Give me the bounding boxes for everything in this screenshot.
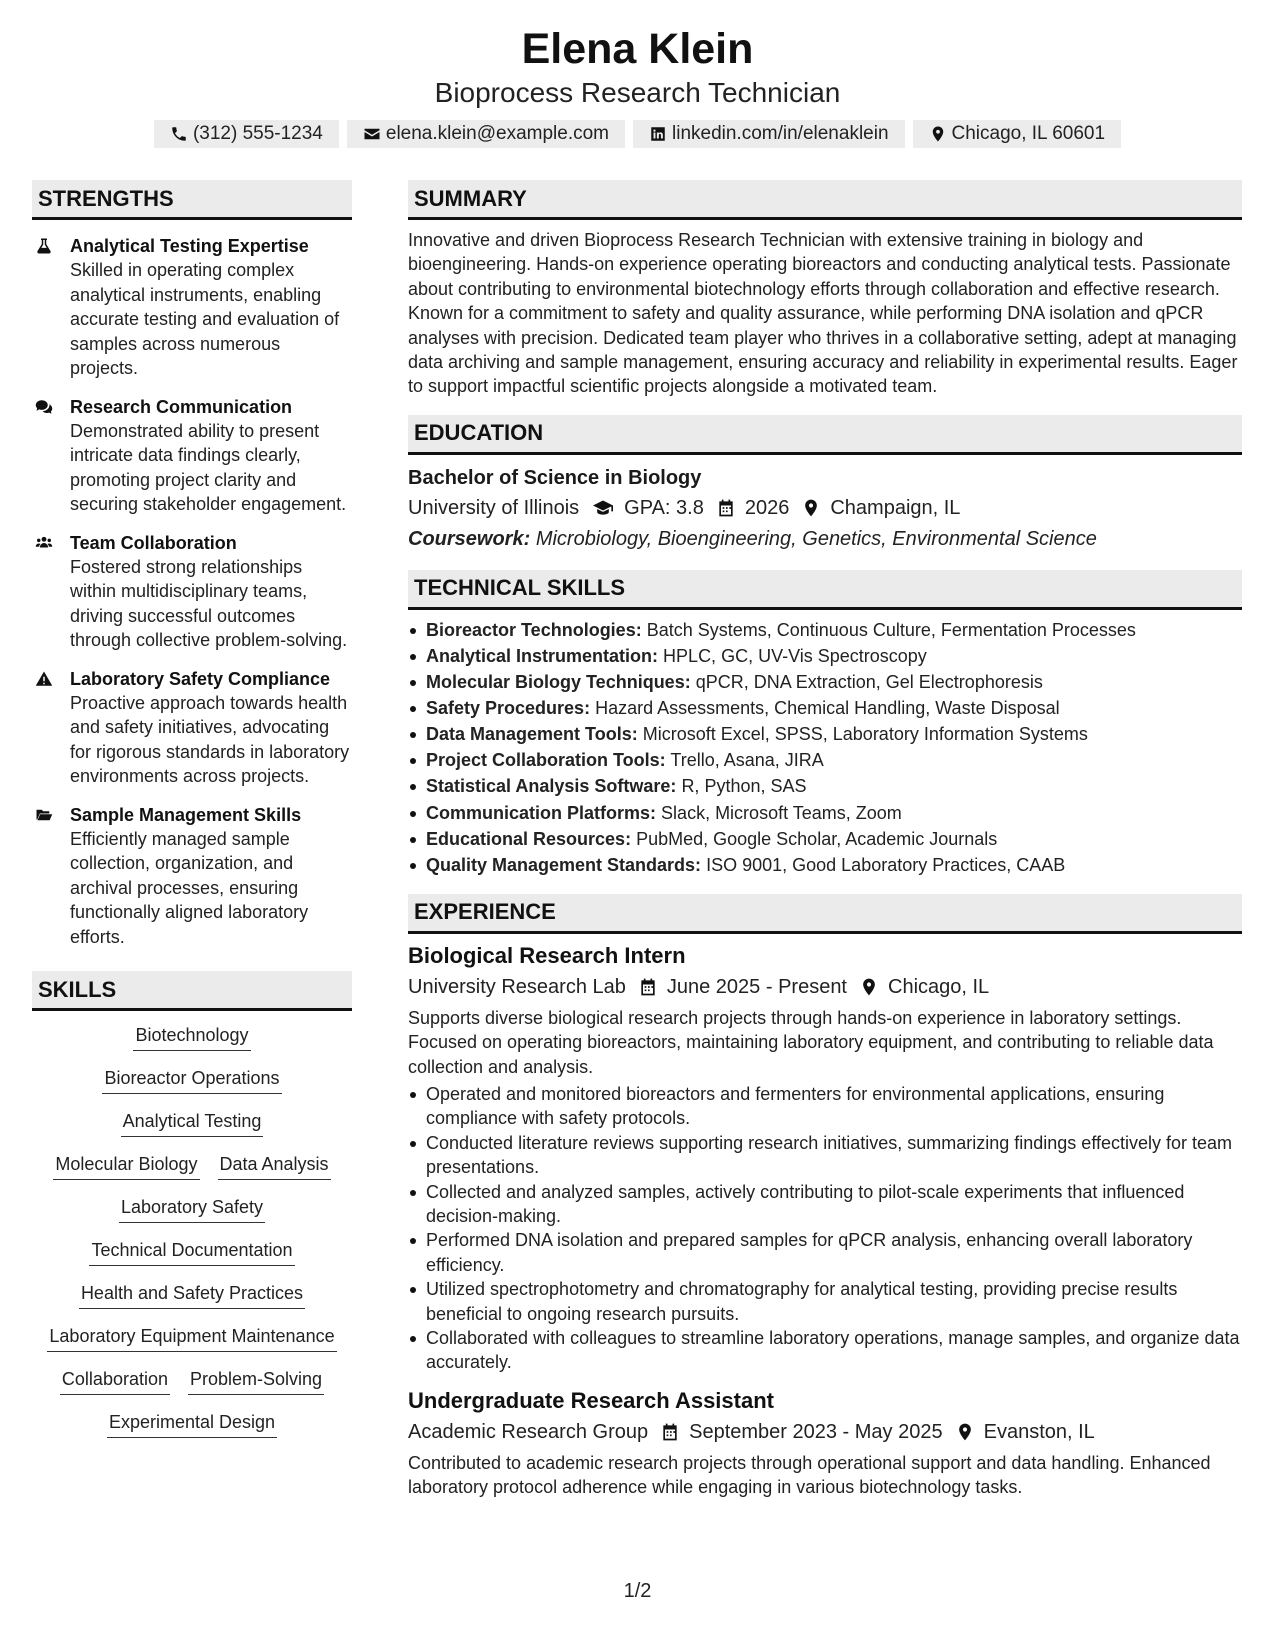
map-pin-icon [929,125,947,143]
list-item: Conducted literature reviews supporting research initiatives, summarizing findings effectively for team presentations. [408,1131,1242,1180]
list-item [408,695,1242,721]
tech-skill-label: Quality Management Standards: [426,854,702,875]
tech-skill-value: PubMed, Google Scholar, Academic Journals [636,828,998,849]
strength-title: Team Collaboration [70,532,237,553]
education-meta [408,493,1242,523]
linkedin-icon [649,125,667,143]
role-description: Supports diverse biological research projects through hands-on experience in laboratory settings. Focused on operating bioreactors, maintaining laboratory equipment, and contributing to reliable data collection and analysis. [408,1007,1214,1077]
summary-heading: SUMMARY [408,180,1242,220]
role-org: Academic Research Group [408,1420,649,1443]
skill-tag: Laboratory Equipment Maintenance [47,1324,336,1352]
list-item: Collected and analyzed samples, actively contributing to pilot-scale experiments that influenced decision-making. [408,1180,1242,1229]
users-icon [34,534,54,552]
contact-email[interactable] [347,120,625,148]
strength-desc: Demonstrated ability to present intricate data findings clearly, promoting project clarity and securing stakeholder engagement. [70,420,347,514]
tech-skill-label: Project Collaboration Tools: [426,750,666,771]
right-column [408,180,1242,1500]
list-item: Utilized spectrophotometry and chromatography for analytical testing, providing precise results beneficial to ongoing research pursuits. [408,1277,1242,1326]
list-item [408,721,1242,747]
coursework-line [408,524,1242,554]
email-text: elena.klein@example.com [385,123,609,144]
list-item [408,773,1242,799]
resume-header [0,22,1275,148]
role-description: Contributed to academic research projects through operational support and data handling. Enhanced laboratory protocol adherence while engaging in various biotechnology tasks. [408,1452,1211,1498]
tech-skill-value: HPLC, GC, UV-Vis Spectroscopy [663,645,927,666]
skill-tag: Problem-Solving [188,1367,324,1395]
skill-tag: Bioreactor Operations [102,1066,281,1094]
list-item [408,669,1242,695]
strength-title: Analytical Testing Expertise [70,236,309,256]
warning-icon [34,670,54,688]
technical-skills-heading: TECHNICAL SKILLS [408,570,1242,610]
comments-icon [34,398,54,416]
tech-skill-value: Trello, Asana, JIRA [670,750,824,771]
strength-item [32,667,352,789]
map-pin-icon [955,1422,975,1442]
school-name: University of Illinois [408,496,580,519]
skill-tag: Technical Documentation [89,1238,294,1266]
folder-open-icon [34,806,54,824]
tech-skill-value: qPCR, DNA Extraction, Gel Electrophoresis [695,672,1043,693]
education-heading: EDUCATION [408,415,1242,455]
strength-desc: Fostered strong relationships within multidisciplinary teams, driving successful outcomes through collective problem-solving. [70,556,348,650]
skill-tag: Molecular Biology [53,1152,199,1180]
tech-skill-value: Microsoft Excel, SPSS, Laboratory Information Systems [642,724,1088,745]
envelope-icon [363,125,381,143]
calendar-icon [638,977,658,997]
graduation-year: 2026 [744,496,790,519]
tech-skill-label: Data Management Tools: [426,724,638,745]
role-location: Chicago, IL [888,975,990,998]
skill-tag: Analytical Testing [121,1109,264,1137]
degree-title: Bachelor of Science in Biology [408,466,702,489]
skill-tag: Data Analysis [218,1152,331,1180]
strength-desc: Efficiently managed sample collection, organization, and archival processes, ensuring functionally aligned laboratory efforts. [70,828,309,947]
strength-title: Laboratory Safety Compliance [70,668,331,689]
role-meta [408,1417,1242,1447]
strength-item [32,531,352,653]
tech-skill-label: Analytical Instrumentation: [426,645,659,666]
candidate-name: Elena Klein [521,25,754,73]
tech-skill-value: Slack, Microsoft Teams, Zoom [661,802,902,823]
role-dates: September 2023 - May 2025 [689,1420,943,1443]
coursework-label: Coursework: [408,527,531,550]
tech-skill-label: Safety Procedures: [426,698,591,719]
flask-icon [34,237,54,255]
calendar-icon [716,498,736,518]
strength-item [32,803,352,950]
skills-list [32,1023,352,1438]
list-item [408,643,1242,669]
page-number: 1/2 [623,1580,652,1602]
phone-text: (312) 555-1234 [192,123,323,144]
contact-location [913,120,1122,148]
role-title: Biological Research Intern [408,942,686,968]
map-pin-icon [801,498,821,518]
coursework-text: Microbiology, Bioengineering, Genetics, Environmental Science [535,527,1097,550]
technical-skills-list [408,617,1242,878]
list-item [408,800,1242,826]
experience-heading: EXPERIENCE [408,894,1242,934]
role-location: Evanston, IL [983,1420,1095,1443]
contact-bar [0,120,1275,148]
list-item [408,747,1242,773]
role-title: Undergraduate Research Assistant [408,1387,774,1413]
strength-title: Research Communication [70,396,293,417]
strength-item [32,395,352,517]
tech-skill-value: Hazard Assessments, Chemical Handling, Waste Disposal [595,698,1060,719]
list-item: Performed DNA isolation and prepared samples for qPCR analysis, enhancing overall laboratory efficiency. [408,1228,1242,1277]
tech-skill-label: Molecular Biology Techniques: [426,672,691,693]
role-org: University Research Lab [408,975,626,998]
strengths-heading: STRENGTHS [32,180,352,220]
role-bullets [408,1082,1242,1375]
strength-item [32,234,352,381]
candidate-title: Bioprocess Research Technician [434,77,841,108]
skill-tag: Laboratory Safety [119,1195,265,1223]
phone-icon [170,125,188,143]
linkedin-text: linkedin.com/in/elenaklein [672,123,889,144]
tech-skill-label: Communication Platforms: [426,802,657,823]
tech-skill-label: Bioreactor Technologies: [426,619,642,640]
tech-skill-value: R, Python, SAS [681,776,807,797]
role-dates: June 2025 - Present [666,975,847,998]
list-item [408,826,1242,852]
skills-heading: SKILLS [32,971,352,1011]
list-item: Collaborated with colleagues to streamline laboratory operations, manage samples, and organize data accurately. [408,1326,1242,1375]
tech-skill-value: Batch Systems, Continuous Culture, Fermentation Processes [646,619,1136,640]
strength-title: Sample Management Skills [70,804,302,825]
strength-desc: Skilled in operating complex analytical instruments, enabling accurate testing and evaluation of samples across numerous projects. [70,260,340,378]
summary-text: Innovative and driven Bioprocess Research Technician with extensive training in biology and bioengineering. Hands-on experience operating bioreactors and conducting analytical tests. Passionate about contributing to environmental biotechnology efforts through collaboration and effective research. Known for a commitment to safety and quality assurance, while performing DNA isolation and qPCR analyses with precision. Dedicated team player who thrives in a collaborative setting, adept at managing data archiving and sample management, ensuring accuracy and reliability in experimental results. Eager to support impactful scientific projects alongside a motivated team. [408,230,1238,397]
tech-skill-label: Educational Resources: [426,828,632,849]
school-location: Champaign, IL [830,496,961,519]
skill-tag: Experimental Design [107,1410,277,1438]
gpa-text: GPA: 3.8 [624,496,704,519]
list-item: Operated and monitored bioreactors and fermenters for environmental applications, ensuring compliance with safety protocols. [408,1082,1242,1131]
list-item [408,852,1242,878]
graduation-cap-icon [591,498,615,518]
calendar-icon [660,1422,680,1442]
tech-skill-label: Statistical Analysis Software: [426,776,677,797]
contact-linkedin[interactable] [633,120,905,148]
map-pin-icon [859,977,879,997]
contact-phone[interactable] [154,120,339,148]
tech-skill-value: ISO 9001, Good Laboratory Practices, CAAB [706,854,1066,875]
skill-tag: Biotechnology [133,1023,250,1051]
left-column [32,180,352,1438]
list-item [408,617,1242,643]
skill-tag: Collaboration [60,1367,170,1395]
skill-tag: Health and Safety Practices [79,1281,305,1309]
location-text: Chicago, IL 60601 [951,123,1106,144]
role-meta [408,972,1242,1002]
strength-desc: Proactive approach towards health and safety initiatives, advocating for rigorous standards in laboratory environments across projects. [70,692,350,786]
